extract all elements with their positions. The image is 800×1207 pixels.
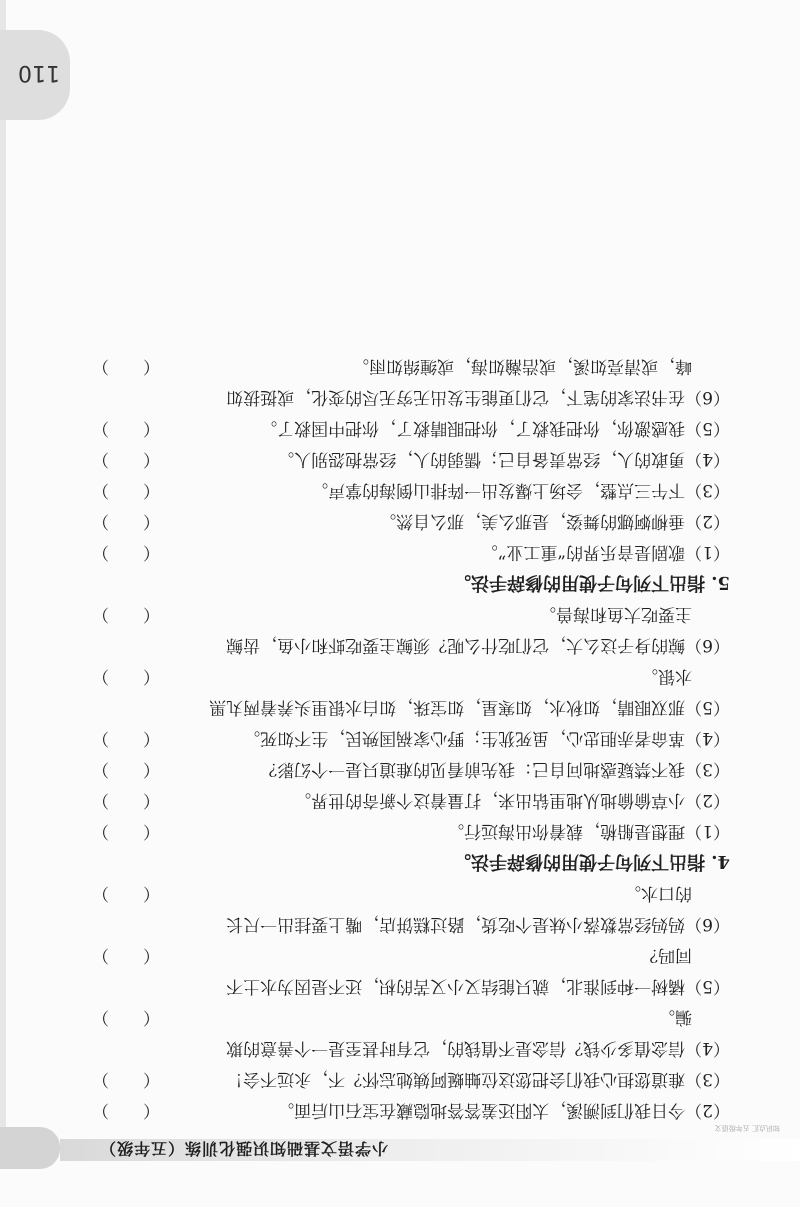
exercise-body (70, 350, 730, 1125)
section-heading (70, 846, 730, 877)
answer-blank[interactable]: （ ） (92, 945, 160, 965)
line-text: （2）今日我们到溯溪，太阳还羞答答地隐藏在宝石山后面。 (277, 1100, 730, 1120)
page-header (0, 1124, 800, 1169)
answer-blank[interactable]: （ ） (92, 728, 160, 748)
answer-blank[interactable]: （ ） (92, 511, 160, 531)
exercise-line (70, 1032, 730, 1063)
exercise-line (70, 381, 730, 412)
exercise-line (70, 350, 730, 381)
line-text: （5）那双眼睛，如秋水，如寒星，如宝珠，如白水银里头养着两丸黑 (209, 697, 730, 717)
line-text: （5）我感激你，你把我救了，你把眼睛救了，你把中国救了。 (260, 418, 730, 438)
answer-blank[interactable]: （ ） (92, 821, 160, 841)
answer-blank[interactable]: （ ） (92, 542, 160, 562)
side-margin-strip (0, 0, 6, 1127)
line-text: （4）勇敢的人，经常责备自己；懦弱的人，经常抱怨别人。 (277, 449, 730, 469)
exercise-line (70, 629, 730, 660)
exercise-line (70, 1001, 730, 1032)
line-text: （5）橘树一种到淮北，就只能结又小又苦的枳，还不是因为水土不 (226, 976, 730, 996)
answer-blank[interactable]: （ ） (92, 1007, 160, 1027)
exercise-line (70, 660, 730, 691)
exercise-line (70, 908, 730, 939)
line-text: 的口水。 (624, 883, 692, 903)
exercise-line (70, 939, 730, 970)
line-text: （1）理想是船桅，载着你出海远行。 (447, 821, 730, 841)
answer-blank[interactable]: （ ） (92, 759, 160, 779)
answer-blank[interactable]: （ ） (92, 418, 160, 438)
exercise-line (70, 1063, 730, 1094)
exercise-line (70, 815, 730, 846)
line-text: （2）小草偷偷地从地里钻出来，打量着这个新奇的世界。 (294, 790, 730, 810)
answer-blank[interactable]: （ ） (92, 1069, 160, 1089)
line-text: 峰，或清亮如溪，或浩瀚如海，或缠绵如雨。 (352, 356, 692, 376)
book-title: 小学语文基础知识强化训练（五年级） (98, 1139, 388, 1158)
line-text: （2）垂柳婀娜的舞姿，是那么美，那么自然。 (379, 511, 730, 531)
answer-blank[interactable]: （ ） (92, 356, 160, 376)
exercise-line (70, 536, 730, 567)
line-text: 骗。 (658, 1007, 692, 1027)
exercise-line (70, 784, 730, 815)
line-text: （6）鲸的身子这么大，它们吃什么呢？须鲸主要吃虾和小鱼，齿鲸 (226, 635, 730, 655)
exercise-line (70, 722, 730, 753)
exercise-line (70, 412, 730, 443)
line-text: （1）歌剧是音乐界的“重工业”。 (480, 542, 730, 562)
exercise-line (70, 877, 730, 908)
answer-blank[interactable]: （ ） (92, 604, 160, 624)
answer-blank[interactable]: （ ） (92, 449, 160, 469)
line-text: （4）革命者赤胆忠心，虽死犹生；野心家祸国殃民，生不如死。 (243, 728, 730, 748)
answer-blank[interactable]: （ ） (92, 1100, 160, 1120)
exercise-line (70, 505, 730, 536)
line-text: （3）我不禁疑惑地问自己：我先前看见的难道只是一个幻影？ (260, 759, 730, 779)
line-text: （4）信念值多少钱？信念是不值钱的，它有时甚至是一个善意的欺 (226, 1038, 730, 1058)
line-text: 主要吃大鱼和海兽。 (539, 604, 692, 624)
line-text: （6）妈妈经常数落小妹是个吃货，路过糕饼店，嘴上要挂出一尺长 (226, 914, 730, 934)
header-tab (0, 1127, 60, 1169)
line-text: 5. 指出下列句子使用的修辞手法。 (452, 572, 730, 593)
line-text: 同吗？ (641, 945, 692, 965)
page-number: 110 (18, 60, 60, 85)
exercise-line (70, 691, 730, 722)
line-text: 水银。 (641, 666, 692, 686)
answer-blank[interactable]: （ ） (92, 480, 160, 500)
answer-blank[interactable]: （ ） (92, 883, 160, 903)
section-heading (70, 567, 730, 598)
line-text: （3）下午三点整，会场上爆发出一阵排山倒海的掌声。 (311, 480, 730, 500)
line-text: （6）在书法家的笔下，它们更能生发出无穷无尽的变化，或挺拔如 (226, 387, 730, 407)
exercise-line (70, 970, 730, 1001)
exercise-line (70, 474, 730, 505)
exercise-line (70, 753, 730, 784)
answer-blank[interactable]: （ ） (92, 666, 160, 686)
exercise-line (70, 443, 730, 474)
answer-blank[interactable]: （ ） (92, 790, 160, 810)
exercise-line (70, 1094, 730, 1125)
header-small-text: 知识点汇 五年级语文 (714, 1124, 780, 1132)
exercise-line (70, 598, 730, 629)
line-text: 4. 指出下列句子使用的修辞手法。 (452, 851, 730, 872)
line-text: （3）难道您担心我们会把您这位蚰蜒阿姨她忘怀？不，永远不会！ (226, 1069, 730, 1089)
